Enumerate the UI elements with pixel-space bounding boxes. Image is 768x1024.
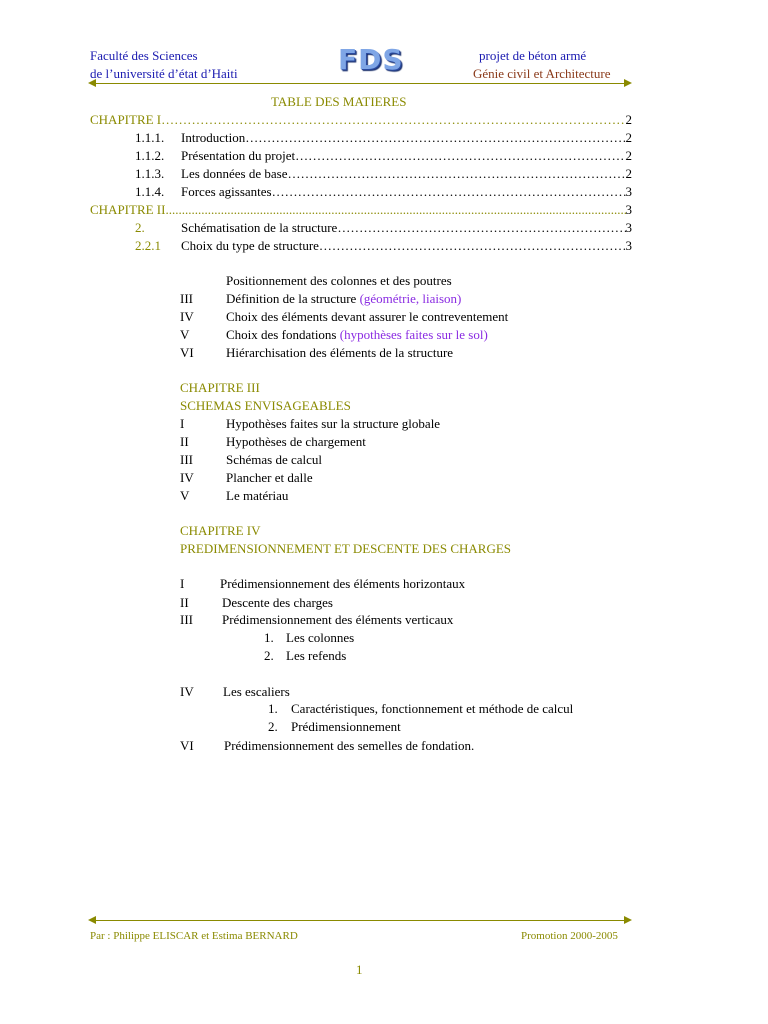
list-item	[226, 291, 461, 307]
toc-item[interactable]	[135, 220, 632, 236]
sublist-item: Les refends	[286, 648, 347, 663]
list-item: Schémas de calcul	[226, 452, 323, 467]
toc-item[interactable]	[135, 238, 632, 254]
list-number: I	[180, 576, 185, 591]
toc-item[interactable]	[135, 166, 632, 182]
list-number: IV	[180, 309, 194, 324]
page-number: 3	[625, 238, 632, 253]
list-item: Positionnement des colonnes et des poutres	[226, 273, 452, 288]
toc-chapter-2[interactable]	[90, 202, 632, 218]
list-number: II	[180, 595, 189, 610]
item-label: Forces agissantes	[181, 184, 272, 199]
chapter-label: CHAPITRE II	[90, 202, 166, 217]
list-number: III	[180, 291, 193, 306]
page-number: 2	[625, 166, 632, 181]
sublist-item: Les colonnes	[286, 630, 355, 645]
chapter-4-label: CHAPITRE IV	[180, 523, 261, 538]
item-label: Introduction	[181, 130, 246, 145]
list-number: IV	[180, 684, 194, 699]
list-number: VI	[180, 345, 194, 360]
sublist-item: Caractéristiques, fonctionnement et méthode de calcul	[291, 701, 574, 716]
page-number: 3	[625, 184, 632, 199]
list-item: Hiérarchisation des éléments de la structure	[226, 345, 454, 360]
sublist-number: 2.	[268, 719, 278, 734]
list-item: Hypothèses de chargement	[226, 434, 366, 449]
sublist-item: Prédimensionnement	[291, 719, 401, 734]
dot-leader	[161, 112, 625, 128]
footer-authors: Par : Philippe ELISCAR et Estima BERNARD	[90, 930, 298, 942]
item-label: Schématisation de la structure	[181, 220, 338, 235]
item-number: 1.1.4.	[135, 184, 165, 199]
chapter-4-subtitle: PREDIMENSIONNEMENT ET DESCENTE DES CHARGES	[180, 541, 512, 556]
item-number: 1.1.3.	[135, 166, 165, 181]
dot-leader	[288, 166, 626, 182]
fds-logo: FDS	[338, 43, 404, 76]
chapter-3-label: CHAPITRE III	[180, 380, 260, 395]
item-label: Les données de base	[181, 166, 288, 181]
list-item-text: Choix des fondations	[226, 327, 340, 342]
toc-item[interactable]	[135, 148, 632, 164]
dot-leader	[165, 202, 625, 218]
page-number: 2	[625, 148, 632, 163]
item-number: 1.1.2.	[135, 148, 165, 163]
chapter-label: CHAPITRE I	[90, 112, 162, 127]
footer-promotion: Promotion 2000-2005	[521, 930, 618, 942]
footer-rule	[94, 920, 626, 921]
page-number: 2	[625, 130, 632, 145]
dot-leader	[272, 184, 626, 200]
item-label: Choix du type de structure	[181, 238, 319, 253]
sublist-number: 1.	[264, 630, 274, 645]
list-item-text: Définition de la structure	[226, 291, 360, 306]
item-label: Présentation du projet	[181, 148, 296, 163]
page-number-footer: 1	[356, 962, 363, 977]
list-item: Prédimensionnement des éléments horizontaux	[220, 576, 466, 591]
list-number: III	[180, 452, 193, 467]
list-item: Prédimensionnement des éléments verticaux	[222, 612, 454, 627]
list-item: Prédimensionnement des semelles de fondation.	[224, 738, 475, 753]
toc-item[interactable]	[135, 184, 632, 200]
footer-arrow-right-icon	[624, 916, 632, 924]
dot-leader	[295, 148, 625, 164]
item-number: 2.2.1	[135, 238, 161, 253]
list-item: Hypothèses faites sur la structure globale	[226, 416, 441, 431]
list-number: III	[180, 612, 193, 627]
list-number: II	[180, 434, 189, 449]
list-number: VI	[180, 738, 194, 753]
list-number: V	[180, 327, 190, 342]
project-title: projet de béton armé	[479, 48, 587, 63]
chapter-3-subtitle: SCHEMAS ENVISAGEABLES	[180, 398, 351, 413]
list-item: Les escaliers	[223, 684, 290, 699]
toc-item[interactable]	[135, 130, 632, 146]
dot-leader	[245, 130, 625, 146]
sublist-number: 2.	[264, 648, 274, 663]
list-item: Descente des charges	[222, 595, 333, 610]
dot-leader	[337, 220, 625, 236]
university-name: de l’université d’état d’Haiti	[90, 66, 238, 81]
item-number: 1.1.1.	[135, 130, 165, 145]
page-number: 3	[625, 202, 632, 217]
list-number: V	[180, 488, 190, 503]
toc-title: TABLE DES MATIERES	[271, 94, 407, 109]
faculty-name: Faculté des Sciences	[90, 48, 198, 63]
header-rule	[94, 83, 626, 84]
list-item	[226, 327, 488, 343]
header-arrow-right-icon	[624, 79, 632, 87]
list-item: Plancher et dalle	[226, 470, 313, 485]
list-item: Choix des éléments devant assurer le contreventement	[226, 309, 509, 324]
list-item: Le matériau	[226, 488, 289, 503]
item-number: 2.	[135, 220, 145, 235]
department-name: Génie civil et Architecture	[473, 66, 611, 81]
list-item-note: (géométrie, liaison)	[359, 291, 462, 306]
page-number: 3	[625, 220, 632, 235]
page-number: 2	[625, 112, 632, 127]
list-number: IV	[180, 470, 194, 485]
list-number: I	[180, 416, 185, 431]
toc-chapter-1[interactable]	[90, 112, 632, 128]
dot-leader	[319, 238, 626, 254]
sublist-number: 1.	[268, 701, 278, 716]
list-item-note: (hypothèses faites sur le sol)	[339, 327, 488, 342]
